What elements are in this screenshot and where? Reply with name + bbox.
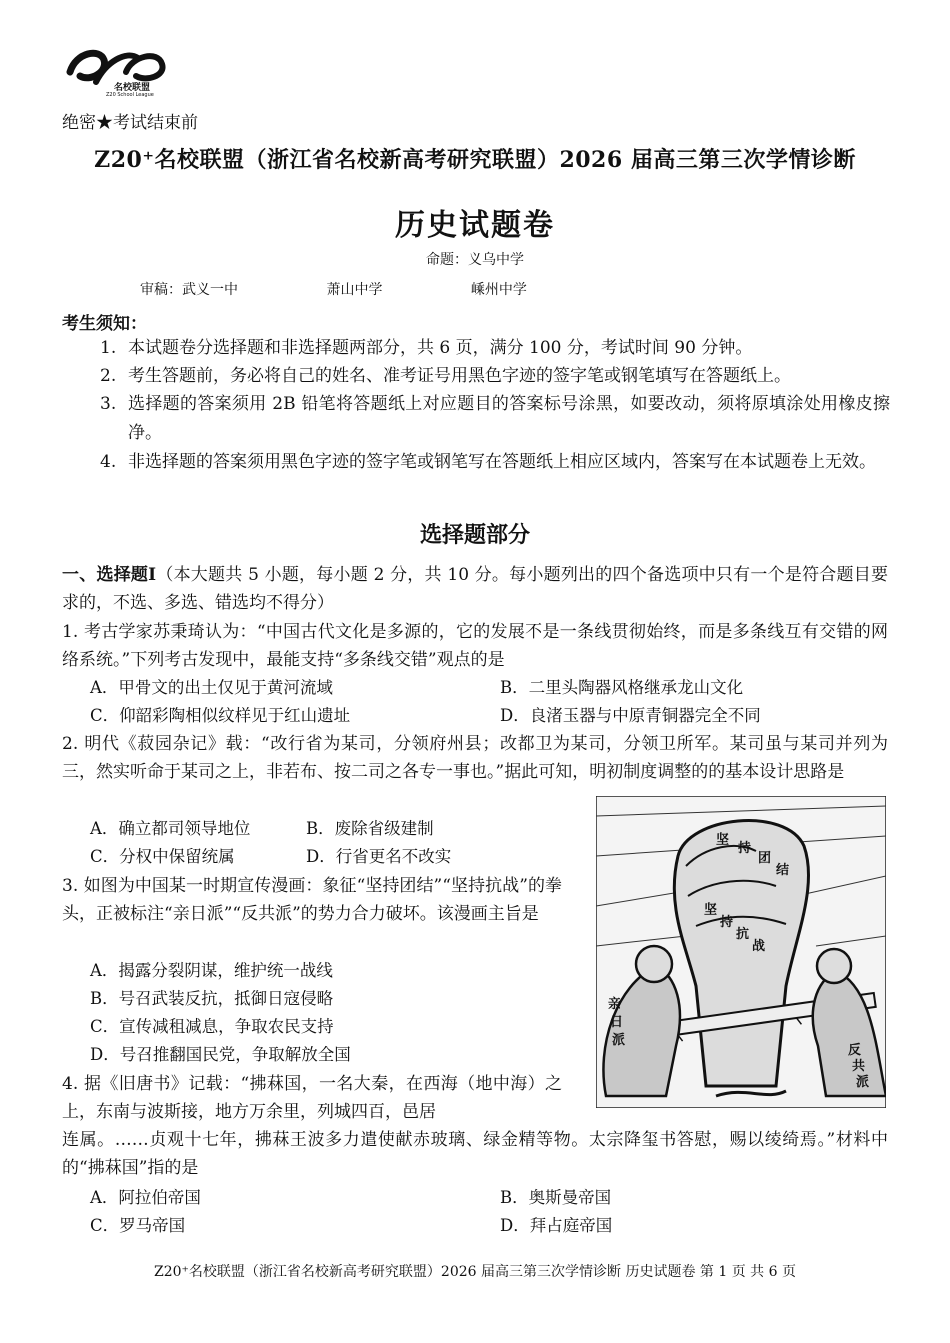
notice-item <box>100 362 890 391</box>
question-number: 1. <box>62 622 79 642</box>
question-1 <box>62 618 888 674</box>
exam-title: Z20⁺名校联盟（浙江省名校新高考研究联盟）2026 届高三第三次学情诊断 <box>94 147 856 173</box>
notice-text: 非选择题的答案须用黑色字迹的签字笔或钢笔写在答题纸上相应区域内，答案写在本试题卷上无效。 <box>128 452 876 472</box>
arm-label: 战 <box>752 939 766 954</box>
section-title: 选择题部分 <box>419 522 530 548</box>
figure-label: 反 <box>848 1043 862 1058</box>
option: C．仰韶彩陶相似纹样见于红山遗址 <box>90 706 351 725</box>
fist-label: 坚 <box>716 833 730 848</box>
part-label: 一、选择题Ⅰ <box>62 565 157 585</box>
arm-label: 坚 <box>704 903 718 918</box>
propaganda-cartoon <box>596 796 886 1108</box>
option: C．分权中保留统属 <box>90 847 235 866</box>
fist-label: 持 <box>738 841 752 856</box>
notice-text: 选择题的答案须用 2B 铅笔将答题纸上对应题目的答案标号涂黑，如要改动，须将原填涂处用橡皮擦净。 <box>128 394 890 443</box>
notice-number: 3. <box>100 394 117 414</box>
option: C．宣传减租减息，争取农民支持 <box>90 1017 334 1036</box>
arm-label: 持 <box>720 915 734 930</box>
notice-number: 2. <box>100 366 117 386</box>
option: D．良渚玉器与中原青铜器完全不同 <box>500 706 761 725</box>
logo-text: 名校联盟 <box>114 83 151 93</box>
question-stem: 如图为中国某一时期宣传漫画：象征“坚持团结”“坚持抗战”的拳头，正被标注“亲日派”“反共派”的势力合力破坏。该漫画主旨是 <box>62 876 563 924</box>
option: D．行省更名不改实 <box>306 847 452 866</box>
fist-label: 结 <box>776 863 790 878</box>
arm-label: 抗 <box>736 927 750 942</box>
question-stem-continuation: 连属。……贞观十七年，拂菻王波多力遣使献赤玻璃、绿金精等物。太宗降玺书答慰，赐以绫绮焉。”材料中的“拂菻国”指的是 <box>62 1130 888 1178</box>
option: A．确立都司领导地位 <box>90 819 251 838</box>
logo-subtext: Z20 School League <box>106 92 154 98</box>
figure-label: 派 <box>856 1075 870 1090</box>
page-footer: Z20⁺名校联盟（浙江省名校新高考研究联盟）2026 届高三第三次学情诊断 历史试题卷 第 1 页 共 6 页 <box>154 1264 796 1280</box>
reviewer: 萧山中学 <box>326 282 383 298</box>
subject-title: 历史试题卷 <box>395 208 555 243</box>
notice-number: 4. <box>100 452 117 472</box>
question-stem: 据《旧唐书》记载：“拂菻国，一名大秦，在西海（地中海）之上，东南与波斯接，地方万余里，列城四百，邑居 <box>62 1074 562 1122</box>
notice-item <box>100 448 890 477</box>
reviewer: 嵊州中学 <box>470 282 527 298</box>
reviewer-line <box>140 279 611 299</box>
school-league-logo <box>66 42 176 100</box>
question-4-continuation <box>62 1126 888 1182</box>
option: B．奥斯曼帝国 <box>500 1188 612 1207</box>
part-description: （本大题共 5 小题，每小题 2 分，共 10 分。每小题列出的四个备选项中只有一个是符合题目要求的，不选、多选、错选均不得分） <box>62 565 888 613</box>
question-stem: 明代《菽园杂记》载：“改行省为某司，分领府州县；改都卫为某司，分领卫所军。某司虽与某司并列为三，然实听命于某司之上，非若布、按二司之各专一事也。”据此可知，明初制度调整的的基本设计思路是 <box>62 734 888 782</box>
question-number: 4. <box>62 1074 79 1094</box>
notice-number: 1. <box>100 338 117 358</box>
figure-label: 亲 <box>608 997 622 1012</box>
notice-text: 考生答题前，务必将自己的姓名、准考证号用黑色字迹的签字笔或钢笔填写在答题纸上。 <box>128 366 791 386</box>
option: D．拜占庭帝国 <box>500 1216 613 1235</box>
notice-heading: 考生须知： <box>62 314 147 334</box>
option: A．甲骨文的出土仅见于黄河流域 <box>90 678 333 697</box>
question-3 <box>62 872 562 928</box>
option: C．罗马帝国 <box>90 1216 186 1235</box>
question-2 <box>62 730 888 786</box>
figure-label: 共 <box>852 1059 866 1074</box>
figure-label: 日 <box>610 1015 624 1030</box>
reviewer: 审稿：武义一中 <box>140 282 238 298</box>
option: B．号召武装反抗，抵御日寇侵略 <box>90 989 334 1008</box>
option: B．二里头陶器风格继承龙山文化 <box>500 678 744 697</box>
notice-item <box>100 334 890 363</box>
notice-text: 本试题卷分选择题和非选择题两部分，共 6 页，满分 100 分，考试时间 90 分钟。 <box>128 338 753 358</box>
question-stem: 考古学家苏秉琦认为：“中国古代文化是多源的，它的发展不是一条线贯彻始终，而是多条线互有交错的网络系统。”下列考古发现中，最能支持“多条线交错”观点的是 <box>62 622 888 670</box>
option: A．揭露分裂阴谋，维护统一战线 <box>90 961 333 980</box>
figure-label: 派 <box>612 1033 626 1048</box>
fist-label: 团 <box>758 851 772 866</box>
author-line: 命题：义乌中学 <box>426 252 524 268</box>
confidential-label: 绝密★考试结束前 <box>62 113 198 133</box>
option: B．废除省级建制 <box>306 819 434 838</box>
question-4 <box>62 1070 562 1126</box>
option: D．号召推翻国民党，争取解放全国 <box>90 1045 351 1064</box>
option: A．阿拉伯帝国 <box>90 1188 201 1207</box>
part-heading <box>62 561 888 617</box>
question-number: 3. <box>62 876 79 896</box>
question-number: 2. <box>62 734 79 754</box>
notice-item <box>100 390 890 448</box>
